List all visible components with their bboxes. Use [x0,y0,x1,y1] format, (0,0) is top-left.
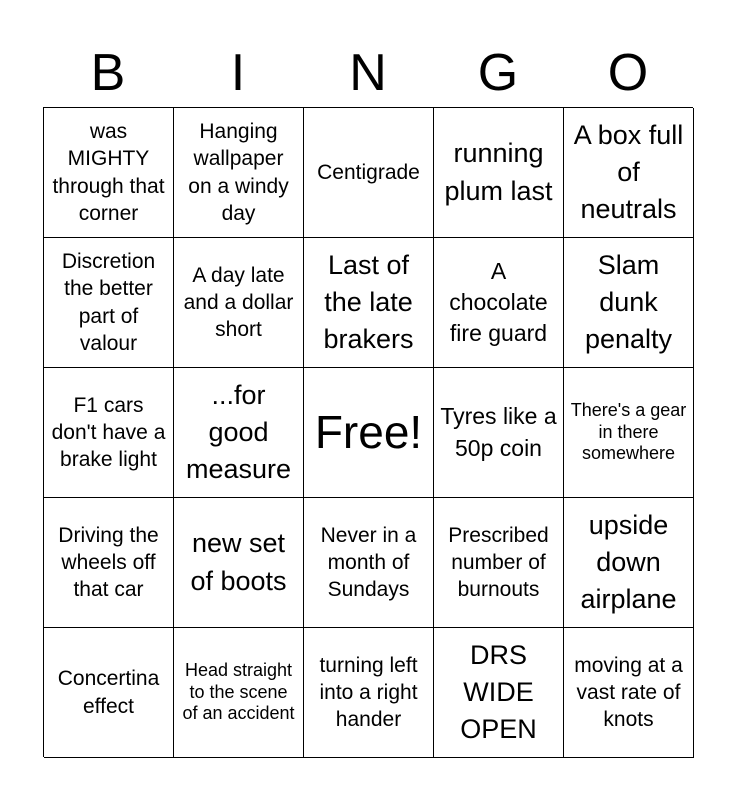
bingo-cell[interactable]: F1 cars don't have a brake light [44,368,174,498]
bingo-header [43,40,693,106]
bingo-cell[interactable]: A day late and a dollar short [174,238,304,368]
header-letter-b: B [90,44,126,102]
bingo-cell[interactable]: Driving the wheels off that car [44,498,174,628]
bingo-cell[interactable]: turning left into a right hander [304,628,434,758]
header-letter-o: O [607,44,649,102]
header-letter-n: N [349,44,387,102]
bingo-cell[interactable]: Concertina effect [44,628,174,758]
bingo-cell[interactable]: ...for good measure [174,368,304,498]
bingo-cell[interactable]: Never in a month of Sundays [304,498,434,628]
bingo-board [43,107,693,757]
bingo-cell[interactable]: Hanging wallpaper on a windy day [174,108,304,238]
free-space[interactable]: Free! [304,368,434,498]
header-letter-i: I [230,44,246,102]
bingo-cell[interactable]: DRS WIDE OPEN [434,628,564,758]
bingo-cell[interactable]: Last of the late brakers [304,238,434,368]
bingo-cell[interactable]: running plum last [434,108,564,238]
bingo-cell[interactable]: was MIGHTY through that corner [44,108,174,238]
bingo-cell[interactable]: There's a gear in there somewhere [564,368,694,498]
bingo-cell[interactable]: A box full of neutrals [564,108,694,238]
header-letter-g: G [477,44,519,102]
bingo-cell[interactable]: Centigrade [304,108,434,238]
bingo-cell[interactable]: new set of boots [174,498,304,628]
bingo-cell[interactable]: Slam dunk penalty [564,238,694,368]
bingo-cell[interactable]: Head straight to the scene of an accident [174,628,304,758]
bingo-cell[interactable]: A chocolate fire guard [434,238,564,368]
bingo-cell[interactable]: Discretion the better part of valour [44,238,174,368]
bingo-cell[interactable]: moving at a vast rate of knots [564,628,694,758]
bingo-cell[interactable]: upside down airplane [564,498,694,628]
bingo-cell[interactable]: Tyres like a 50p coin [434,368,564,498]
bingo-cell[interactable]: Prescribed number of burnouts [434,498,564,628]
